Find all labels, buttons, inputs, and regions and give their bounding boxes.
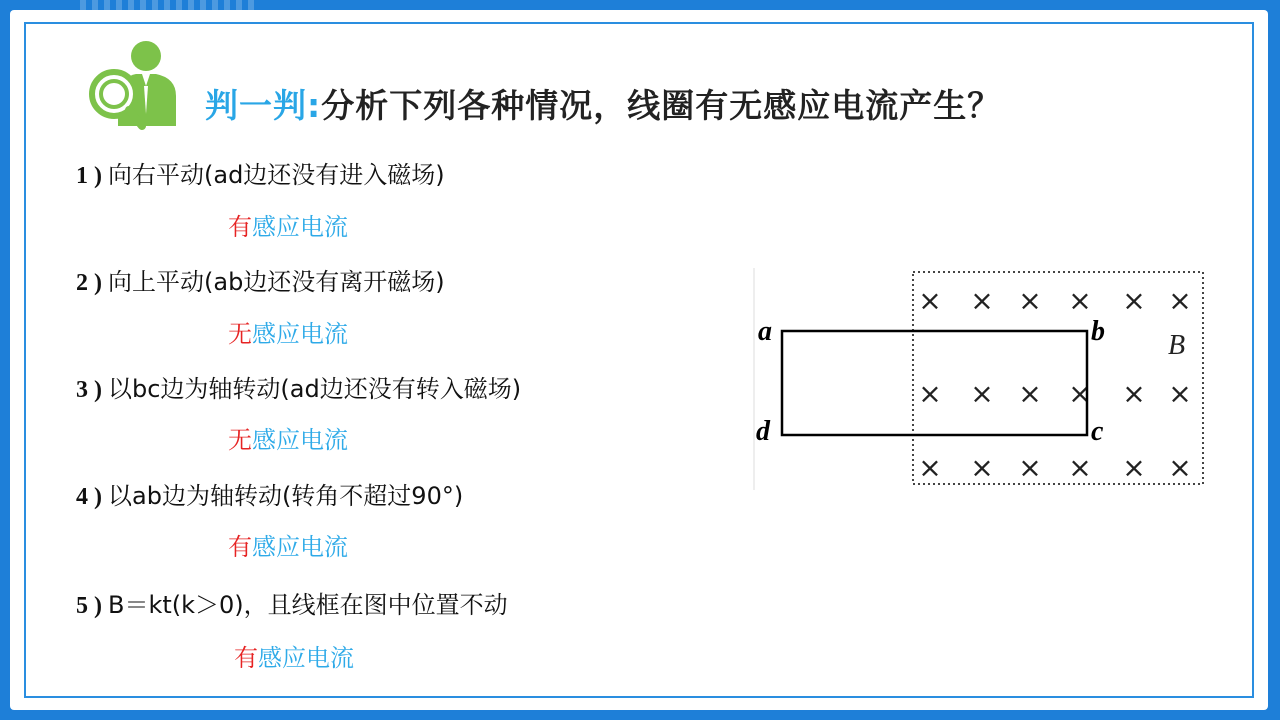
field-cross-mark: ×: [1018, 377, 1042, 410]
frame-top-pattern: [80, 0, 260, 10]
field-cross-mark: ×: [1068, 377, 1092, 410]
question-number: 1 ): [76, 163, 102, 189]
label-field-B: B: [1168, 330, 1186, 361]
question-text: 以ab边为轴转动(转角不超过90°): [108, 482, 464, 510]
question-number: 5 ): [76, 593, 102, 619]
field-crosses: [918, 284, 1191, 484]
answer-2: [228, 314, 348, 349]
label-a: a: [758, 316, 772, 347]
field-cross-mark: ×: [1168, 284, 1192, 317]
label-d: d: [756, 416, 770, 447]
question-text: 向上平动(ab边还没有离开磁场): [108, 268, 445, 296]
answer-first-char: 无: [228, 320, 252, 348]
analyst-magnifier-icon: [84, 34, 184, 134]
field-cross-mark: ×: [918, 451, 942, 484]
field-cross-mark: ×: [1168, 377, 1192, 410]
question-3: [76, 369, 521, 404]
question-5: [76, 585, 508, 620]
field-cross-mark: ×: [1018, 451, 1042, 484]
field-cross-mark: ×: [970, 377, 994, 410]
answer-first-char: 无: [228, 426, 252, 454]
answer-5: [234, 638, 354, 673]
answer-rest: 感应电流: [252, 533, 348, 561]
label-c: c: [1091, 416, 1104, 447]
answer-rest: 感应电流: [258, 644, 354, 672]
question-2: [76, 262, 445, 297]
question-text: 向右平动(ad边还没有进入磁场): [108, 161, 445, 189]
question-1: [76, 155, 445, 190]
field-cross-mark: ×: [1168, 451, 1192, 484]
question-text: 以bc边为轴转动(ad边还没有转入磁场): [108, 375, 522, 403]
field-cross-mark: ×: [918, 377, 942, 410]
answer-4: [228, 527, 348, 562]
answer-3: [228, 420, 348, 455]
magnetic-field-region: [913, 272, 1203, 484]
field-cross-mark: ×: [1122, 451, 1146, 484]
question-4: [76, 476, 463, 511]
field-cross-mark: ×: [1122, 284, 1146, 317]
title-tag: 判一判:: [205, 86, 322, 125]
question-number: 2 ): [76, 270, 102, 296]
field-cross-mark: ×: [1068, 451, 1092, 484]
answer-first-char: 有: [228, 533, 252, 561]
field-cross-mark: ×: [918, 284, 942, 317]
answer-rest: 感应电流: [252, 213, 348, 241]
field-cross-mark: ×: [1018, 284, 1042, 317]
field-cross-mark: ×: [1122, 377, 1146, 410]
field-cross-mark: ×: [1068, 284, 1092, 317]
answer-rest: 感应电流: [252, 426, 348, 454]
page-title: [205, 80, 1001, 127]
answer-rest: 感应电流: [252, 320, 348, 348]
answer-first-char: 有: [234, 644, 258, 672]
field-cross-mark: ×: [970, 451, 994, 484]
question-number: 4 ): [76, 484, 102, 510]
answer-1: [228, 207, 348, 242]
question-number: 3 ): [76, 377, 102, 403]
coil-magnetic-field-diagram: [750, 268, 1210, 493]
field-cross-mark: ×: [970, 284, 994, 317]
title-text: 分析下列各种情况，线圈有无感应电流产生？: [321, 86, 1002, 125]
question-text: B＝kt(k＞0)，且线框在图中位置不动: [108, 591, 508, 619]
label-b: b: [1091, 316, 1105, 347]
answer-first-char: 有: [228, 213, 252, 241]
